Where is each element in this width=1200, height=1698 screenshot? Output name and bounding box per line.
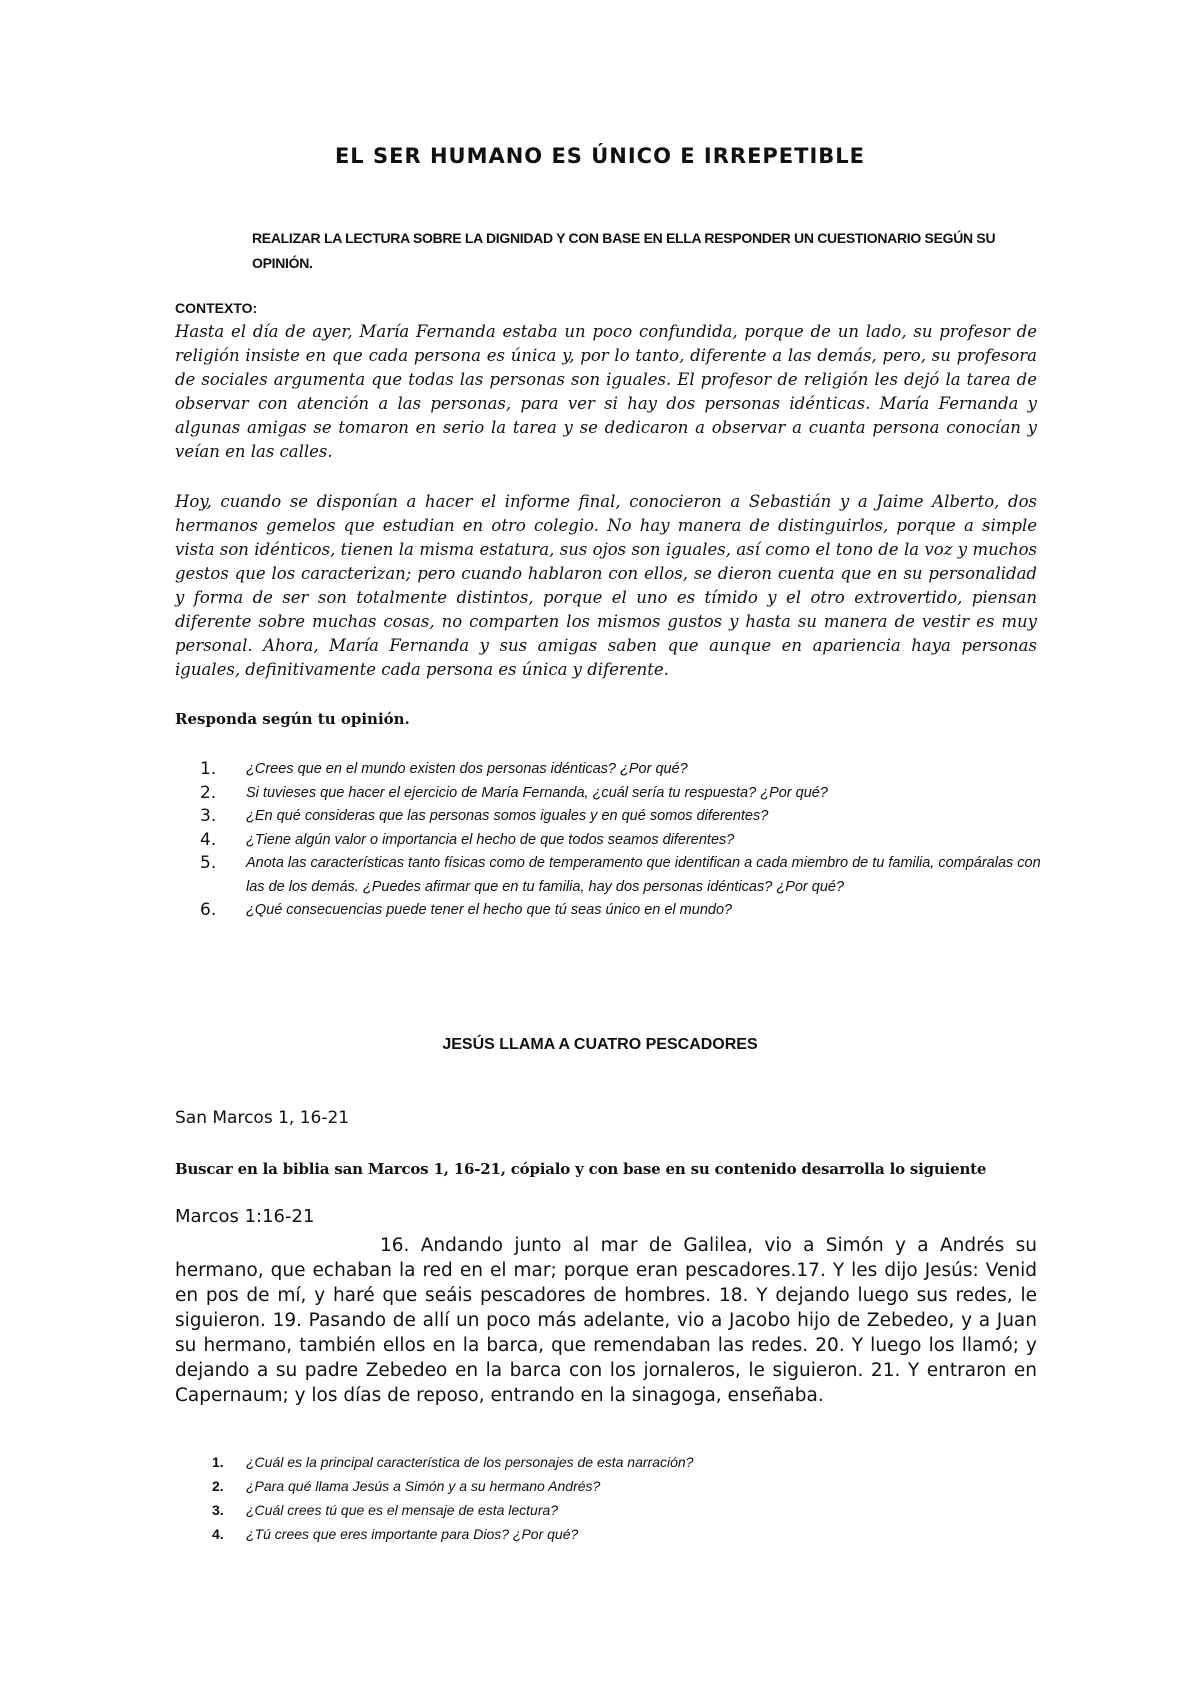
item-number: 3. (212, 1502, 224, 1518)
instruction-text: REALIZAR LA LECTURA SOBRE LA DIGNIDAD Y CON BASE EN ELLA RESPONDER UN CUESTIONARIO SEGÚN SU OPINIÓN. (252, 230, 996, 271)
list-item (212, 1522, 1032, 1546)
item-text: ¿Qué consecuencias puede tener el hecho que tú seas único en el mundo? (246, 902, 733, 918)
question-list-1 (200, 758, 1050, 923)
bible-reference: San Marcos 1, 16-21 (175, 1108, 350, 1128)
passage-reference: Marcos 1:16-21 (175, 1206, 315, 1227)
list-item (200, 758, 1050, 782)
list-item (200, 829, 1050, 853)
item-text: ¿Crees que en el mundo existen dos personas idénticas? ¿Por qué? (246, 761, 688, 777)
context-paragraph-1: Hasta el día de ayer, María Fernanda estaba un poco confundida, porque de un lado, su profesor de religión insiste en que cada persona es única y, por lo tanto, diferente a las demás, pero, su profesora de sociales argumenta que todas las personas son iguales. El profesor de religión les dejó la tarea de observar con atención a las personas, para ver si hay dos personas idénticas. María Fernanda y algunas amigas se tomaron en serio la tarea y se dedicaron a observar a cuanta persona conocían y veían en las calles. (175, 322, 1037, 461)
question-list-2 (212, 1450, 1032, 1546)
context-label: CONTEXTO: (175, 300, 258, 316)
item-text: ¿Tiene algún valor o importancia el hecho de que todos seamos diferentes? (246, 831, 735, 848)
item-text: Si tuvieses que hacer el ejercicio de María Fernanda, ¿cuál sería tu respuesta? ¿Por qué? (246, 784, 828, 801)
item-number: 4. (200, 829, 217, 850)
list-item (212, 1450, 1032, 1474)
item-number: 5. (200, 853, 217, 873)
item-text: ¿Cuál crees tú que es el mensaje de esta lectura? (246, 1502, 559, 1518)
item-text: ¿Para qué llama Jesús a Simón y a su hermano Andrés? (246, 1478, 601, 1494)
item-number: 1. (212, 1454, 224, 1470)
list-item (200, 899, 1050, 923)
context-paragraph-2: Hoy, cuando se disponían a hacer el informe final, conocieron a Sebastián y a Jaime Alberto, dos hermanos gemelos que estudian en otro colegio. No hay manera de distinguirlos, porque a simple vista son idénticos, tienen la misma estatura, sus ojos son iguales, así como el tono de la voz y muchos gestos que los caracterizan; pero cuando hablaron con ellos, se dieron cuenta que en su personalidad y forma de ser son totalmente distintos, porque el uno es tímido y el otro extrovertido, piensan diferente sobre muchas cosas, no comparten los mismos gustos y hasta su manera de vestir es muy personal. Ahora, María Fernanda y sus amigas saben que aunque en apariencia haya personas iguales, definitivamente cada persona es única y diferente. (175, 492, 1037, 679)
item-text: ¿En qué consideras que las personas somos iguales y en qué somos diferentes? (246, 808, 769, 824)
item-number: 4. (212, 1526, 224, 1542)
list-item (200, 782, 1050, 806)
respond-label: Responda según tu opinión. (175, 710, 410, 728)
item-number: 6. (200, 900, 217, 920)
item-number: 1. (200, 759, 217, 779)
page-title: EL SER HUMANO ES ÚNICO E IRREPETIBLE (334, 144, 866, 168)
item-text: ¿Cuál es la principal característica de los personajes de esta narración? (246, 1454, 694, 1470)
list-item (212, 1474, 1032, 1498)
list-item (212, 1498, 1032, 1522)
item-number: 2. (200, 782, 217, 803)
item-number: 3. (200, 806, 217, 826)
list-item (200, 852, 1050, 899)
task-instruction: Buscar en la biblia san Marcos 1, 16-21, cópialo y con base en su contenido desarrolla lo siguiente (175, 1160, 987, 1178)
list-item (200, 805, 1050, 829)
item-text: ¿Tú crees que eres importante para Dios? ¿Por qué? (246, 1526, 579, 1542)
section-title: JESÚS LLAMA A CUATRO PESCADORES (442, 1036, 758, 1053)
item-number: 2. (212, 1478, 224, 1494)
bible-passage: 16. Andando junto al mar de Galilea, vio a Simón y a Andrés su hermano, que echaban la red en el mar; porque eran pescadores.17. Y les dijo Jesús: Venid en pos de mí, y haré que seáis pescadores de hombres. 18. Y dejando luego sus redes, le siguieron. 19. Pasando de allí un poco más adelante, vio a Jacobo hijo de Zebedeo, y a Juan su hermano, también ellos en la barca, que remendaban las redes. 20. Y luego los llamó; y dejando a su padre Zebedeo en la barca con los jornaleros, le siguieron. 21. Y entraron en Capernaum; y los días de reposo, entrando en la sinagoga, enseñaba. (175, 1235, 1037, 1406)
item-text: Anota las características tanto físicas como de temperamento que identifican a cada miembro de tu familia, compáralas con las de los demás. ¿Puedes afirmar que en tu familia, hay dos personas idénticas? ¿Por qué? (246, 855, 1041, 895)
